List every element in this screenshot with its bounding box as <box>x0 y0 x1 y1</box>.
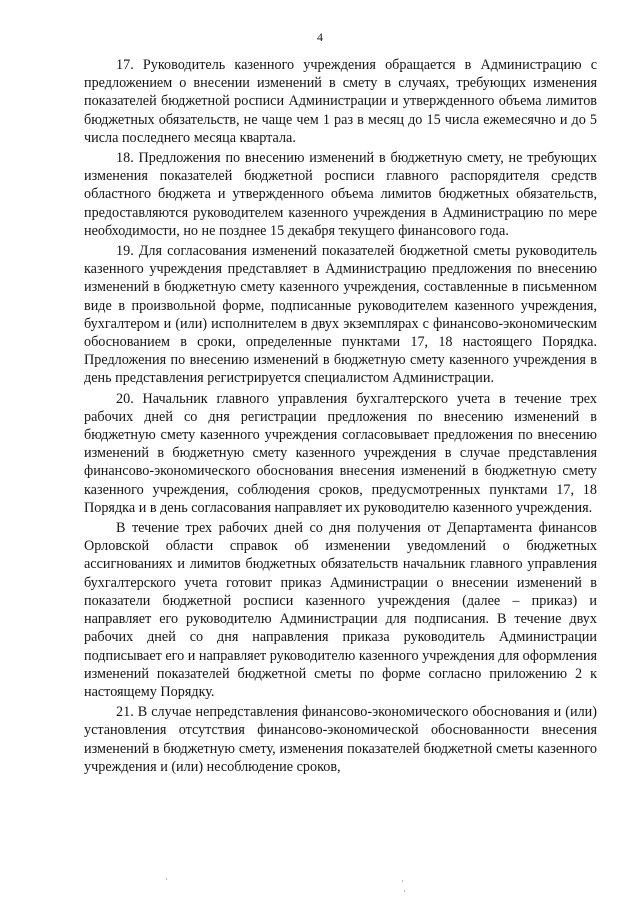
paragraph-21: 21. В случае непредставления финансово-экономического обоснования и (или) установления отсутствия финансово-экономической обоснованности внесения изменений в бюджетную смету, изменения показателей бюджетной сметы казенного учреждения и (или) несоблюдение сроков, <box>84 704 597 775</box>
document-body <box>84 56 597 778</box>
scan-artifacts <box>0 876 640 896</box>
paragraph-20: 20. Начальник главного управления бухгалтерского учета в течение трех рабочих дней со дня регистрации предложения по внесению изменений в бюджетную смету казенного учреждения согласовывает предложения по внесению изменений в бюджетную смету казенного учреждения в случае представления финансово-экономического обоснования внесения изменений в бюджетную смету казенного учреждения, соблюдения сроков, предусмотренных пунктами 17, 18 Порядка и в день согласования направляет их руководителю казенного учреждения. <box>84 390 597 516</box>
scan-speck <box>166 878 167 880</box>
scan-speck <box>404 890 405 892</box>
scan-speck <box>402 880 403 882</box>
page-number: 4 <box>317 30 323 44</box>
paragraph-19: 19. Для согласования изменений показателей бюджетной сметы руководитель казенного учреждения представляет в Администрацию предложения по внесению изменений в бюджетную смету казенного учреждения, составленные в письменном виде в произвольной форме, подписанные руководителем казенного учреждения, бухгалтером и (или) исполнителем в двух экземплярах с финансово-экономическим обоснованием в сроки, определенные пунктами 17, 18 настоящего Порядка. Предложения по внесению изменений в бюджетную смету казенного учреждения в день представления регистрируется специалистом Администрации. <box>84 243 597 387</box>
paragraph-18: 18. Предложения по внесению изменений в бюджетную смету, не требующих изменения показателей бюджетной росписи главного распорядителя средств областного бюджета и утвержденного объема лимитов бюджетных обязательств, предоставляются руководителем казенного учреждения в Администрацию по мере необходимости, но не позднее 15 декабря текущего финансового года. <box>84 150 597 239</box>
paragraph-17: 17. Руководитель казенного учреждения обращается в Администрацию с предложением о внесении изменений в смету в случаях, требующих изменения показателей бюджетной росписи Администрации и утвержденного объема лимитов бюджетных обязательств, не чаще чем 1 раз в месяц до 15 числа ежемесячно и до 5 числа последнего месяца квартала. <box>84 57 597 146</box>
paragraph-20-continuation: В течение трех рабочих дней со дня получения от Департамента финансов Орловской области справок об изменении уведомлений о бюджетных ассигнованиях и лимитов бюджетных обязательств начальник главного управления бухгалтерского учета готовит приказ Администрации о внесении изменений в показатели бюджетной росписи казенного учреждения (далее – приказ) и направляет его руководителю Администрации для подписания. В течение двух рабочих дней со дня направления приказа руководитель Администрации подписывает его и направляет руководителю казенного учреждения для оформления изменений показателей бюджетной сметы по форме согласно приложению 2 к настоящему Порядку. <box>84 520 597 700</box>
